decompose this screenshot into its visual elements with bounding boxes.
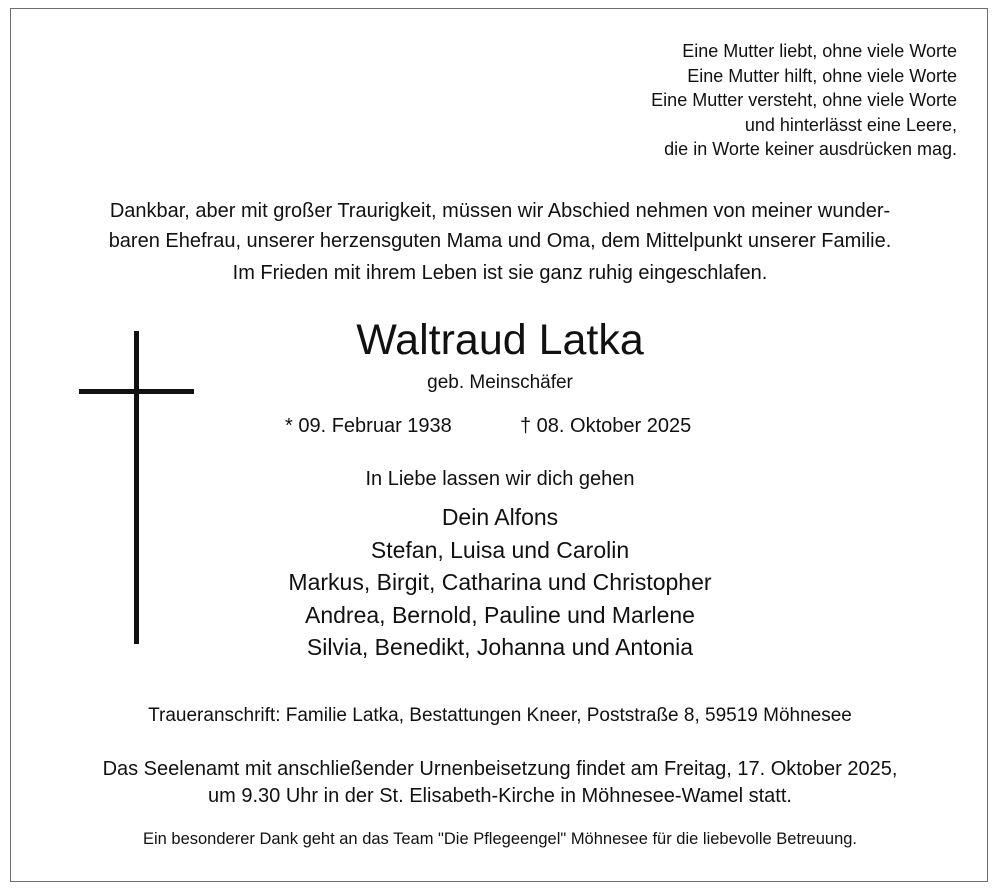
- service-line: um 9.30 Uhr in der St. Elisabeth-Kirche in Möhnesee-Wamel statt.: [208, 785, 792, 807]
- poem-line: Eine Mutter liebt, ohne viele Worte: [682, 41, 957, 61]
- poem-line: die in Worte keiner ausdrücken mag.: [664, 139, 957, 159]
- birth-date: * 09. Februar 1938: [285, 415, 452, 437]
- family-member: Dein Alfons: [441, 504, 559, 530]
- family-member: Andrea, Bernold, Pauline und Marlene: [305, 601, 695, 628]
- intro-line: baren Ehefrau, unserer herzensguten Mama und Oma, dem Mittelpunkt unserer Familie.: [108, 230, 892, 252]
- family-member: Silvia, Benedikt, Johanna und Antonia: [306, 634, 694, 660]
- family-member: Markus, Birgit, Catharina und Christopher: [288, 569, 712, 595]
- family-member: Stefan, Luisa und Carolin: [370, 536, 630, 563]
- mourning-address: Traueranschrift: Familie Latka, Bestattungen Kneer, Poststraße 8, 59519 Möhnesee: [148, 705, 852, 726]
- poem: [651, 39, 957, 162]
- family-list: [0, 501, 1000, 664]
- birth-name: geb. Meinschäfer: [427, 372, 573, 393]
- intro-line: Dankbar, aber mit großer Traurigkeit, müssen wir Abschied nehmen von meiner wunder-: [109, 200, 891, 222]
- farewell-line: In Liebe lassen wir dich gehen: [365, 468, 635, 490]
- poem-line: Eine Mutter hilft, ohne viele Worte: [687, 65, 957, 86]
- poem-line: und hinterlässt eine Leere,: [744, 114, 957, 135]
- peace-line: Im Frieden mit ihrem Leben ist sie ganz ruhig eingeschlafen.: [232, 262, 768, 284]
- poem-line: Eine Mutter versteht, ohne viele Worte: [651, 90, 957, 110]
- service-line: Das Seelenamt mit anschließender Urnenbeisetzung findet am Freitag, 17. Oktober 2025,: [102, 758, 898, 780]
- deceased-name: Waltraud Latka: [356, 316, 644, 364]
- thanks-line: Ein besonderer Dank geht an das Team "Die Pflegeengel" Möhnesee für die liebevolle Betreuung.: [142, 830, 858, 848]
- intro-text: [0, 196, 1000, 256]
- service-info: [0, 756, 1000, 810]
- death-date: † 08. Oktober 2025: [520, 415, 692, 437]
